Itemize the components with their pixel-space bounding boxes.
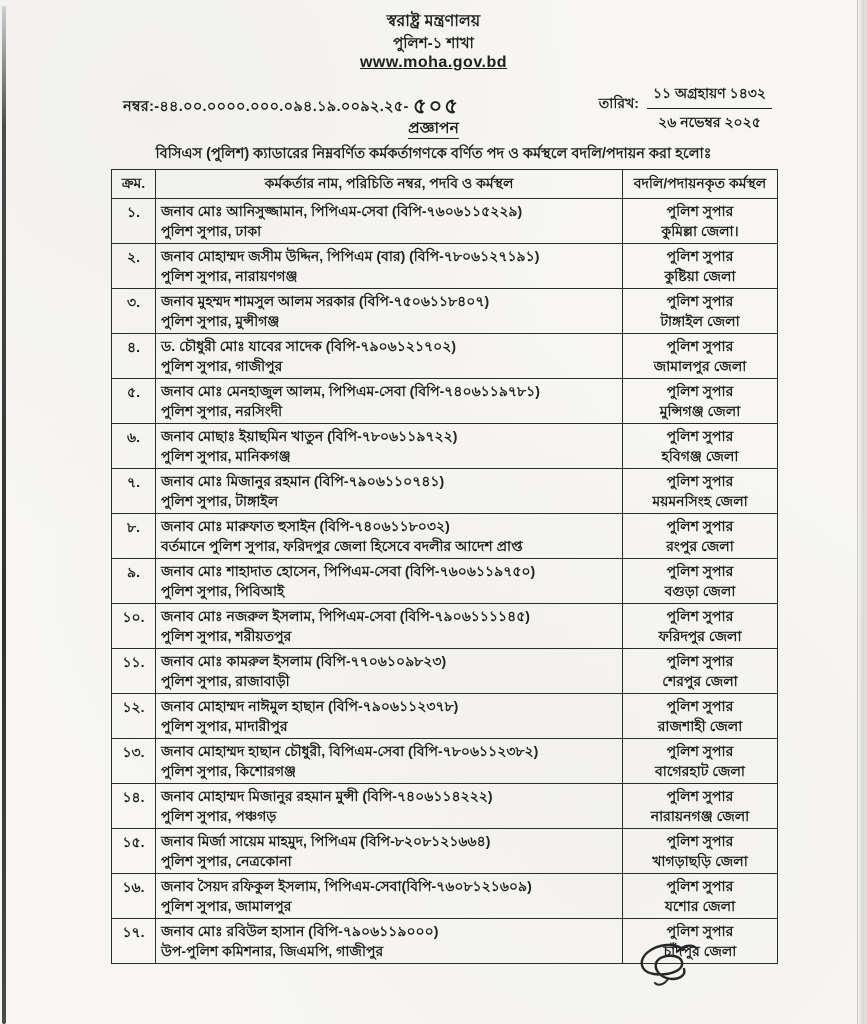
cell-officer-details <box>156 649 623 694</box>
table-row <box>112 874 778 919</box>
cell-destination <box>623 244 778 289</box>
officer-name-line: জনাব মোঃ মিজানুর রহমান (বিপি-৭৯০৬১১০৭৪১) <box>161 473 445 489</box>
destination-district: রংপুর জেলা <box>666 538 734 554</box>
cell-destination <box>623 739 778 784</box>
cell-officer-details <box>156 379 623 424</box>
notice-intro: বিসিএস (পুলিশ) ক্যাডারের নিম্নবর্ণিত কর্মকর্তাগণকে বর্ণিত পদ ও কর্মস্থলে বদলি/পদায়ন করা হলোঃ <box>155 146 712 162</box>
officer-name-line: জনাব মোঃ শাহাদাত হোসেন, পিপিএম-সেবা (বিপি-৭৬০৬১১৯৭৫০) <box>161 563 536 579</box>
cell-officer-details <box>156 559 623 604</box>
officer-name-line: জনাব মোছাঃ ইয়াছমিন খাতুন (বিপি-৭৮০৬১১৯৭২২) <box>161 428 458 444</box>
destination-post: পুলিশ সুপার <box>666 428 734 444</box>
cell-serial: ২. <box>112 244 156 289</box>
cell-destination <box>623 334 778 379</box>
table-row <box>112 469 778 514</box>
destination-post: পুলিশ সুপার <box>666 698 734 714</box>
cell-destination <box>623 514 778 559</box>
cell-officer-details <box>156 829 623 874</box>
cell-serial: ৮. <box>112 514 156 559</box>
table-row <box>112 334 778 379</box>
officer-name-line: জনাব মোঃ আনিসুজ্জামান, পিপিএম-সেবা (বিপি-৭৬০৬১১৫২২৯) <box>161 203 523 219</box>
cell-officer-details <box>156 514 623 559</box>
officer-post-line: পুলিশ সুপার, টাঙ্গাইল <box>161 493 279 509</box>
cell-destination <box>623 874 778 919</box>
destination-post: পুলিশ সুপার <box>666 878 734 894</box>
destination-district: হবিগঞ্জ জেলা <box>661 448 739 464</box>
cell-officer-details <box>156 694 623 739</box>
table-row <box>112 379 778 424</box>
destination-post: পুলিশ সুপার <box>666 293 734 309</box>
table-row <box>112 514 778 559</box>
officer-name-line: জনাব মির্জা সায়েম মাহমুদ, পিপিএম (বিপি-৮২০৮১২১৬৬৪) <box>161 833 491 849</box>
header-details: কর্মকর্তার নাম, পরিচিতি নম্বর, পদবি ও কর্মস্থল <box>156 170 623 199</box>
table-row <box>112 199 778 244</box>
destination-district: টাঙ্গাইল জেলা <box>660 313 740 329</box>
cell-serial: ১৬. <box>112 874 156 919</box>
table-row <box>112 244 778 289</box>
cell-officer-details <box>156 739 623 784</box>
destination-post: পুলিশ সুপার <box>666 653 734 669</box>
officer-post-line: পুলিশ সুপার, ঢাকা <box>161 223 262 239</box>
cell-officer-details <box>156 604 623 649</box>
transfer-table <box>111 169 778 964</box>
officer-name-line: জনাব মোঃ রবিউল হাসান (বিপি-৭৯০৬১১৯০০০) <box>161 923 439 939</box>
signature-scribble <box>628 938 718 998</box>
header-serial: ক্রম. <box>112 170 156 199</box>
destination-post: পুলিশ সুপার <box>666 383 734 399</box>
officer-post-line: পুলিশ সুপার, মুন্সীগঞ্জ <box>161 313 280 329</box>
table-row <box>112 649 778 694</box>
officer-post-line: পুলিশ সুপার, কিশোরগঞ্জ <box>161 763 297 779</box>
destination-post: পুলিশ সুপার <box>666 203 734 219</box>
officer-post-line: পুলিশ সুপার, নেত্রকোনা <box>161 853 292 869</box>
destination-post: পুলিশ সুপার <box>666 518 734 534</box>
cell-serial: ১. <box>112 199 156 244</box>
cell-serial: ১১. <box>112 649 156 694</box>
memo-number-value: ৪৪.০০.০০০০.০০০.০৯৪.১৯.০০৯২.২৫- <box>159 99 409 115</box>
officer-name-line: জনাব মোহাম্মদ নাঈমুল হাছান (বিপি-৭৯০৬১১২৩৭৮) <box>161 698 459 714</box>
officer-post-line: পুলিশ সুপার, পঞ্চগড় <box>161 808 277 824</box>
destination-district: কুষ্টিয়া জেলা <box>664 268 736 284</box>
cell-serial: ১৭. <box>112 919 156 964</box>
destination-district: চাঁদপুর জেলা <box>663 943 737 959</box>
officer-name-line: জনাব মোঃ মেনহাজুল আলম, পিপিএম-সেবা (বিপি-৭৪০৬১১৯৭৮১) <box>161 383 540 399</box>
officer-post-line: পুলিশ সুপার, গাজীপুর <box>161 358 283 374</box>
transfer-table-body <box>112 199 778 964</box>
destination-district: যশোর জেলা <box>664 898 736 914</box>
officer-name-line: জনাব সৈয়দ রফিকুল ইসলাম, পিপিএম-সেবা(বিপি-৭৬০৮১২১৬০৯) <box>161 878 532 894</box>
branch-name: পুলিশ-১ শাখা <box>393 35 474 52</box>
destination-district: ফরিদপুর জেলা <box>658 628 742 644</box>
date-label: তারিখ: <box>598 95 639 111</box>
table-row <box>112 739 778 784</box>
website-link[interactable]: www.moha.gov.bd <box>359 54 508 71</box>
destination-post: পুলিশ সুপার <box>666 743 734 759</box>
cell-serial: ৩. <box>112 289 156 334</box>
cell-destination <box>623 694 778 739</box>
officer-post-line: পুলিশ সুপার, পিবিআই <box>161 583 285 599</box>
cell-officer-details <box>156 784 623 829</box>
officer-post-line: বর্তমানে পুলিশ সুপার, ফরিদপুর জেলা হিসেবে বদলীর আদেশ প্রাপ্ত <box>161 538 523 554</box>
officer-post-line: পুলিশ সুপার, জামালপুর <box>161 898 292 914</box>
cell-officer-details <box>156 244 623 289</box>
cell-destination <box>623 829 778 874</box>
officer-post-line: পুলিশ সুপার, নরসিংদী <box>161 403 283 419</box>
table-row <box>112 559 778 604</box>
destination-district: রাজশাহী জেলা <box>657 718 743 734</box>
memo-label: নম্বর:- <box>123 99 160 115</box>
officer-name-line: জনাব মোহাম্মদ মিজানুর রহমান মুন্সী (বিপি-৭৪০৬১১৪২২২) <box>161 788 493 804</box>
officer-post-line: উপ-পুলিশ কমিশনার, জিএমপি, গাজীপুর <box>161 943 384 959</box>
cell-serial: ৯. <box>112 559 156 604</box>
cell-officer-details <box>156 424 623 469</box>
cell-serial: ৬. <box>112 424 156 469</box>
cell-serial: ৫. <box>112 379 156 424</box>
destination-district: জামালপুর জেলা <box>653 358 747 374</box>
ministry-name: স্বরাষ্ট্র মন্ত্রণালয় <box>386 13 481 30</box>
cell-destination <box>623 784 778 829</box>
table-row <box>112 424 778 469</box>
cell-serial: ১২. <box>112 694 156 739</box>
table-row <box>112 694 778 739</box>
cell-officer-details <box>156 199 623 244</box>
destination-post: পুলিশ সুপার <box>666 473 734 489</box>
destination-district: শেরপুর জেলা <box>662 673 738 689</box>
cell-serial: ১৫. <box>112 829 156 874</box>
destination-district: কুমিল্লা জেলা। <box>661 223 739 239</box>
officer-name-line: জনাব মুহম্মদ শামসুল আলম সরকার (বিপি-৭৫০৬১১৮৪০৭) <box>161 293 490 309</box>
cell-serial: ৪. <box>112 334 156 379</box>
notice-title: প্রজ্ঞাপন <box>408 120 459 137</box>
destination-district: খাগড়াছড়ি জেলা <box>652 853 748 869</box>
officer-post-line: পুলিশ সুপার, মানিকগঞ্জ <box>161 448 291 464</box>
officer-post-line: পুলিশ সুপার, নারায়ণগঞ্জ <box>161 268 298 284</box>
cell-officer-details <box>156 874 623 919</box>
cell-destination <box>623 559 778 604</box>
cell-destination <box>623 289 778 334</box>
header-destination: বদলি/পদায়নকৃত কর্মস্থল <box>623 170 778 199</box>
cell-serial: ১০. <box>112 604 156 649</box>
date-gregorian: ২৬ নভেম্বর ২০২৫ <box>658 114 761 130</box>
cell-destination <box>623 604 778 649</box>
cell-destination <box>623 649 778 694</box>
officer-name-line: জনাব মোঃ নজরুল ইসলাম, পিপিএম-সেবা (বিপি-৭৯০৬১১১১৪৫) <box>161 608 530 624</box>
destination-post: পুলিশ সুপার <box>666 833 734 849</box>
table-row <box>112 604 778 649</box>
cell-serial: ১৩. <box>112 739 156 784</box>
officer-post-line: পুলিশ সুপার, শরীয়তপুর <box>161 628 292 644</box>
website-line <box>0 54 867 72</box>
notice-title-wrap <box>0 116 867 142</box>
cell-serial: ১৪. <box>112 784 156 829</box>
officer-name-line: জনাব মোঃ কামরুল ইসলাম (বিপি-৭৭০৬১০৯৮২৩) <box>161 653 447 669</box>
destination-post: পুলিশ সুপার <box>666 248 734 264</box>
cell-officer-details <box>156 919 623 964</box>
officer-name-line: জনাব মোঃ মারুফাত হুসাইন (বিপি-৭৪০৬১১৮০৩২) <box>161 518 450 534</box>
destination-district: মুন্সিগঞ্জ জেলা <box>659 403 741 419</box>
officer-post-line: পুলিশ সুপার, রাজাবাড়ী <box>161 673 290 689</box>
destination-post: পুলিশ সুপার <box>666 563 734 579</box>
destination-post: পুলিশ সুপার <box>666 788 734 804</box>
destination-district: বাগেরহাট জেলা <box>655 763 745 779</box>
table-row <box>112 829 778 874</box>
table-row <box>112 784 778 829</box>
cell-destination <box>623 424 778 469</box>
cell-destination <box>623 199 778 244</box>
destination-district: নারায়নগঞ্জ জেলা <box>650 808 750 824</box>
officer-name-line: ড. চৌধুরী মোঃ যাবের সাদেক (বিপি-৭৯০৬১২১৭০২) <box>161 338 457 354</box>
officer-name-line: জনাব মোহাম্মদ জসীম উদ্দিন, পিপিএম (বার) (বিপি-৭৮০৬১২৭১৯১) <box>161 248 540 264</box>
cell-destination <box>623 379 778 424</box>
destination-post: পুলিশ সুপার <box>666 923 734 939</box>
destination-district: বগুড়া জেলা <box>664 583 736 599</box>
destination-post: পুলিশ সুপার <box>666 608 734 624</box>
destination-district: ময়মনসিংহ জেলা <box>652 493 748 509</box>
officer-name-line: জনাব মোহাম্মদ হাছান চৌধুরী, বিপিএম-সেবা (বিপি-৭৮০৬১১২৩৮২) <box>161 743 539 759</box>
cell-serial: ৭. <box>112 469 156 514</box>
date-bangla: ১১ অগ্রহায়ণ ১৪৩২ <box>647 82 772 109</box>
table-header-row <box>112 170 778 199</box>
table-row <box>112 289 778 334</box>
cell-destination <box>623 469 778 514</box>
destination-post: পুলিশ সুপার <box>666 338 734 354</box>
officer-post-line: পুলিশ সুপার, মাদারীপুর <box>161 718 288 734</box>
cell-officer-details <box>156 289 623 334</box>
cell-officer-details <box>156 334 623 379</box>
memo-handwritten-number: ৫০৫ <box>412 95 460 118</box>
cell-officer-details <box>156 469 623 514</box>
